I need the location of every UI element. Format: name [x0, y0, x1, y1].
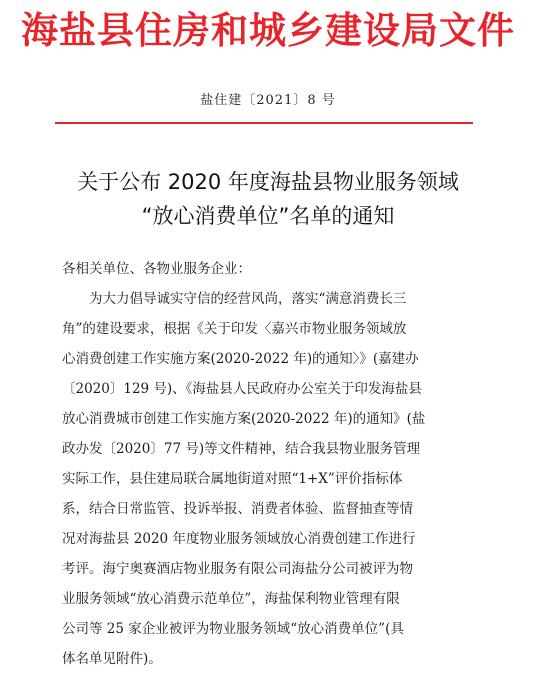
body-paragraph [62, 284, 482, 674]
paragraph-line: 政办发〔2020〕77 号)等文件精神，结合我县物业服务管理 [62, 441, 421, 457]
paragraph-line: 实际工作，县住建局联合属地街道对照“1+X”评价指标体 [62, 471, 403, 487]
document-number: 盐住建〔2021〕8 号 [200, 93, 336, 108]
paragraph-line: 公司等 25 家企业被评为物业服务领域“放心消费单位”(具 [62, 621, 404, 637]
paragraph-line: 业服务领域“放心消费示范单位”，海盐保利物业管理有限 [62, 591, 400, 607]
issuer-banner: 海盐县住房和城乡建设局文件 [21, 9, 515, 52]
paragraph-line: 角”的建设要求，根据《关于印发〈嘉兴市物业服务领域放 [62, 321, 407, 337]
salutation: 各相关单位、各物业服务企业： [62, 261, 251, 277]
paragraph-line: 体名单见附件)。 [62, 651, 162, 667]
paragraph-line: 考评。海宁奥赛酒店物业服务有限公司海盐分公司被评为物 [62, 561, 413, 577]
paragraph-line: 为大力倡导诚实守信的经营风尚，落实“满意消费长三 [62, 291, 407, 307]
paragraph-line: 况对海盐县 2020 年度物业服务领域放心消费创建工作进行 [62, 531, 416, 547]
paragraph-line: 放心消费城市创建工作实施方案(2020-2022 年)的通知》(盐 [62, 411, 426, 427]
paragraph-line: 〔2020〕129 号)、《海盐县人民政府办公室关于印发海盐县 [62, 381, 422, 397]
document-title [0, 165, 536, 233]
document-body [62, 254, 482, 674]
paragraph-line: 系，结合日常监管、投诉举报、消费者体验、监督抽查等情 [62, 501, 413, 517]
title-line-1: 关于公布 2020 年度海盐县物业服务领域 [77, 170, 459, 194]
title-line-2: “放心消费单位”名单的通知 [141, 204, 395, 228]
paragraph-line: 心消费创建工作实施方案(2020-2022 年)的通知〉》(嘉建办 [62, 351, 419, 367]
red-divider-line [55, 122, 473, 124]
